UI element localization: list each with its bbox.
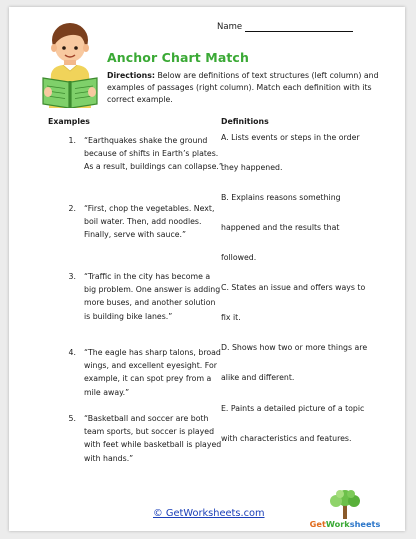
- definition-d-line-1: D. Shows how two or more things are: [221, 343, 368, 352]
- example-text: “Traffic in the city has become a big problem. One answer is adding more buses, and another solution is building bike lanes.”: [84, 272, 221, 321]
- definition-c-line-1: C. States an issue and offers ways to: [221, 283, 366, 292]
- name-field: [217, 21, 353, 32]
- example-number: 3.: [68, 272, 76, 281]
- examples-heading: Examples: [48, 117, 90, 126]
- logo-part-sheets: sheets: [349, 519, 381, 529]
- example-item-3: [61, 270, 224, 323]
- name-label: Name: [217, 22, 243, 32]
- definition-e-line-1: E. Paints a detailed picture of a topic: [221, 404, 365, 413]
- getworksheets-logo: [309, 489, 381, 531]
- definition-a-line-2: they happened.: [221, 163, 283, 172]
- example-item-2: [61, 202, 224, 242]
- name-blank-line[interactable]: [245, 21, 353, 32]
- example-item-5: [61, 412, 224, 465]
- example-item-4: [61, 346, 224, 399]
- definition-b-line-3: followed.: [221, 253, 257, 262]
- worksheet-page: [9, 7, 405, 531]
- example-number: 2.: [68, 204, 76, 213]
- example-number: 1.: [68, 136, 76, 145]
- directions: [107, 70, 379, 106]
- getworksheets-link[interactable]: © GetWorksheets.com: [153, 508, 265, 519]
- example-number: 4.: [68, 348, 76, 357]
- definition-b-line-2: happened and the results that: [221, 223, 340, 232]
- example-text: “Basketball and soccer are both team sports, but soccer is played with feet while basketball is played with hands.”: [84, 414, 222, 463]
- definition-a-line-1: A. Lists events or steps in the order: [221, 133, 360, 142]
- example-text: “Earthquakes shake the ground because of shifts in Earth’s plates. As a result, buildings can collapse.”: [84, 136, 223, 172]
- worksheet-title: Anchor Chart Match: [107, 50, 249, 65]
- directions-text: Below are definitions of text structures (left column) and examples of passages (right column). Match each definition with its correct example.: [107, 71, 379, 104]
- definition-b-line-1: B. Explains reasons something: [221, 193, 341, 202]
- child-reading-book-illustration: [41, 20, 99, 108]
- example-text: “First, chop the vegetables. Next, boil water. Then, add noodles. Finally, serve with sauce.”: [84, 204, 215, 240]
- example-number: 5.: [68, 414, 76, 423]
- tree-logo-icon: [309, 489, 381, 519]
- logo-part-get: Get: [309, 519, 326, 529]
- directions-label: Directions:: [107, 71, 155, 80]
- logo-wordmark: [309, 519, 381, 529]
- definitions-heading: Definitions: [221, 117, 269, 126]
- definition-e-line-2: with characteristics and features.: [221, 434, 352, 443]
- example-item-1: [61, 134, 224, 174]
- example-text: “The eagle has sharp talons, broad wings, and excellent eyesight. For example, it can spot prey from a mile away.”: [84, 348, 221, 397]
- definition-c-line-2: fix it.: [221, 313, 241, 322]
- definition-d-line-2: alike and different.: [221, 373, 295, 382]
- logo-part-work: Work: [325, 519, 350, 529]
